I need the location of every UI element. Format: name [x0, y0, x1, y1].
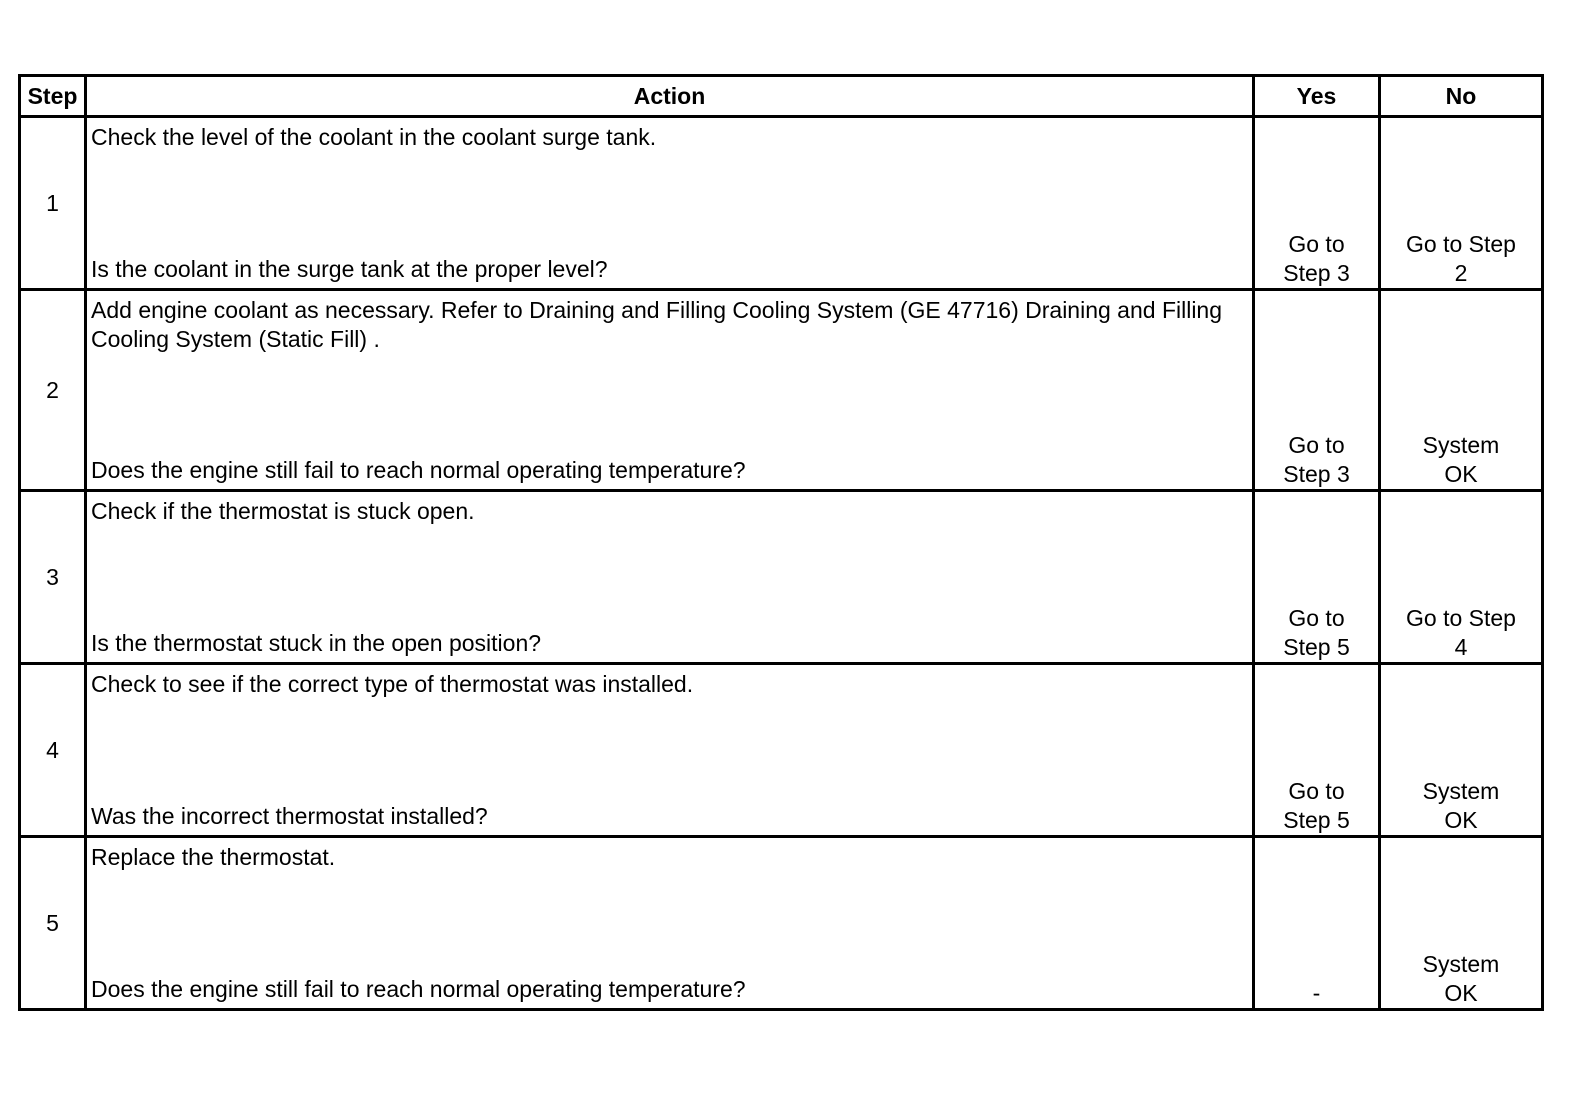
yes-result: Go to Step 3	[1283, 432, 1350, 487]
question-text: Is the coolant in the surge tank at the proper level?	[91, 256, 608, 282]
header-row	[21, 77, 1541, 118]
action-cell	[87, 118, 1255, 291]
table-row	[21, 838, 1541, 1008]
question-text: Is the thermostat stuck in the open position?	[91, 630, 542, 656]
yes-cell	[1255, 838, 1381, 1008]
yes-cell	[1255, 118, 1381, 291]
header-yes: Yes	[1255, 77, 1381, 118]
yes-result: Go to Step 5	[1283, 605, 1350, 660]
diagnostic-table	[18, 74, 1544, 1011]
table-row	[21, 118, 1541, 291]
step-number: 3	[21, 492, 87, 665]
no-result: System OK	[1422, 951, 1500, 1006]
step-number: 1	[21, 118, 87, 291]
action-cell	[87, 665, 1255, 838]
step-number: 4	[21, 665, 87, 838]
yes-cell	[1255, 665, 1381, 838]
question-text: Does the engine still fail to reach normal operating temperature?	[91, 976, 746, 1002]
action-text: Add engine coolant as necessary. Refer to Draining and Filling Cooling System (GE 47716) Draining and Filling Cooling System (Static Fill) .	[91, 297, 1223, 352]
question-text: Does the engine still fail to reach normal operating temperature?	[91, 457, 746, 483]
action-cell	[87, 838, 1255, 1008]
no-cell	[1381, 118, 1541, 291]
yes-result: -	[1312, 980, 1321, 1006]
no-cell	[1381, 492, 1541, 665]
no-result: System OK	[1422, 432, 1500, 487]
table-row	[21, 492, 1541, 665]
header-no: No	[1381, 77, 1541, 118]
yes-cell	[1255, 492, 1381, 665]
no-cell	[1381, 838, 1541, 1008]
table-row	[21, 665, 1541, 838]
action-cell	[87, 291, 1255, 492]
no-result: Go to Step 4	[1406, 605, 1516, 660]
table-row	[21, 291, 1541, 492]
yes-cell	[1255, 291, 1381, 492]
question-text: Was the incorrect thermostat installed?	[91, 803, 488, 829]
yes-result: Go to Step 5	[1283, 778, 1350, 833]
header-action: Action	[87, 77, 1255, 118]
action-cell	[87, 492, 1255, 665]
no-result: Go to Step 2	[1406, 231, 1516, 286]
action-text: Replace the thermostat.	[91, 844, 336, 870]
yes-result: Go to Step 3	[1283, 231, 1350, 286]
no-cell	[1381, 291, 1541, 492]
no-cell	[1381, 665, 1541, 838]
no-result: System OK	[1422, 778, 1500, 833]
step-number: 2	[21, 291, 87, 492]
action-text: Check to see if the correct type of thermostat was installed.	[91, 671, 694, 697]
action-text: Check the level of the coolant in the coolant surge tank.	[91, 124, 657, 150]
action-text: Check if the thermostat is stuck open.	[91, 498, 475, 524]
step-number: 5	[21, 838, 87, 1008]
header-step: Step	[21, 77, 87, 118]
